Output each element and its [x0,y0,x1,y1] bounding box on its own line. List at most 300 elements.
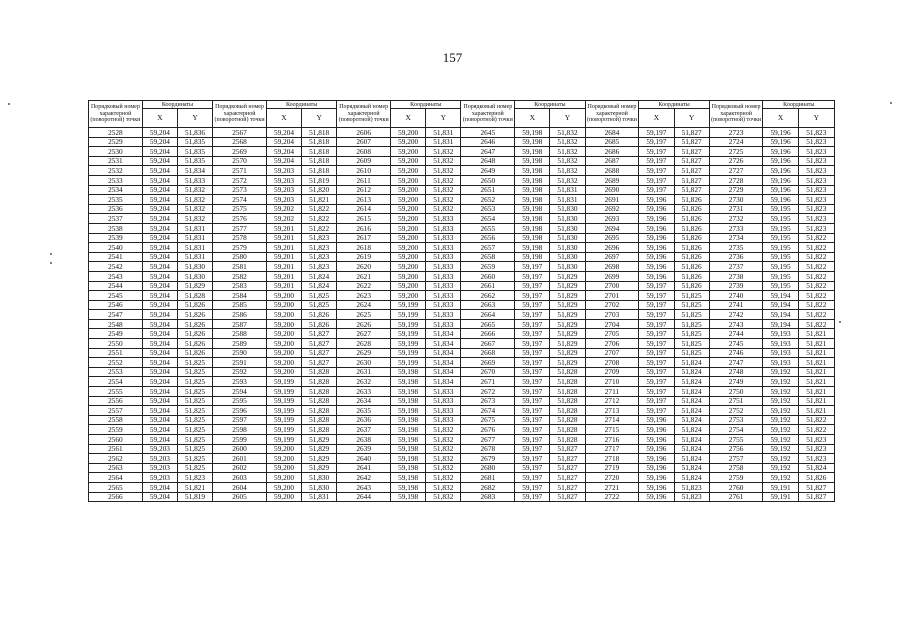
y-coordinate-cell: 51,832 [426,454,461,464]
x-coordinate-cell: 59,200 [266,454,301,464]
point-number-cell: 2625 [337,310,391,320]
y-coordinate-cell: 51,829 [302,454,337,464]
table-row [89,310,835,320]
y-coordinate-cell: 51,824 [674,463,709,473]
y-coordinate-cell: 51,822 [798,291,834,301]
point-number-cell: 2671 [461,377,515,387]
y-coordinate-cell: 51,825 [302,291,337,301]
x-coordinate-cell: 59,204 [142,233,177,243]
y-coordinate-cell: 51,825 [302,300,337,310]
point-number-cell: 2657 [461,243,515,253]
x-coordinate-cell: 59,197 [515,291,550,301]
point-number-cell: 2757 [709,454,763,464]
scan-speck [8,103,10,105]
y-coordinate-cell: 51,825 [177,387,212,397]
x-coordinate-cell: 59,204 [142,262,177,272]
x-coordinate-cell: 59,198 [391,367,426,377]
x-coordinate-cell: 59,195 [763,252,798,262]
point-number-cell: 2698 [585,262,639,272]
y-coordinate-cell: 51,822 [798,415,834,425]
point-number-cell: 2594 [213,387,267,397]
x-coordinate-cell: 59,204 [142,147,177,157]
x-coordinate-cell: 59,204 [142,396,177,406]
y-coordinate-cell: 51,824 [674,406,709,416]
y-coordinate-cell: 51,828 [302,415,337,425]
y-coordinate-cell: 51,833 [426,281,461,291]
x-coordinate-cell: 59,204 [142,185,177,195]
point-number-cell: 2709 [585,367,639,377]
y-coordinate-cell: 51,832 [550,175,585,185]
point-number-cell: 2561 [89,444,143,454]
point-number-cell: 2729 [709,185,763,195]
y-coordinate-cell: 51,823 [798,156,834,166]
point-number-cell: 2615 [337,214,391,224]
point-number-cell: 2549 [89,329,143,339]
x-coordinate-cell: 59,198 [391,425,426,435]
point-number-cell: 2544 [89,281,143,291]
x-coordinate-cell: 59,198 [515,252,550,262]
scan-speck [50,253,52,255]
point-number-cell: 2673 [461,396,515,406]
x-coordinate-cell: 59,196 [639,415,674,425]
point-number-cell: 2694 [585,223,639,233]
y-coordinate-cell: 51,822 [798,319,834,329]
point-number-cell: 2690 [585,185,639,195]
y-coordinate-cell: 51,828 [302,387,337,397]
x-coordinate-cell: 59,196 [639,482,674,492]
point-number-cell: 2609 [337,156,391,166]
x-coordinate-cell: 59,204 [142,319,177,329]
x-coordinate-cell: 59,204 [142,406,177,416]
x-coordinate-cell: 59,197 [639,137,674,147]
y-coordinate-cell: 51,832 [426,425,461,435]
point-number-cell: 2630 [337,358,391,368]
y-coordinate-cell: 51,823 [302,262,337,272]
point-number-cell: 2693 [585,214,639,224]
x-coordinate-cell: 59,197 [515,406,550,416]
coordinates-table [88,100,835,502]
point-number-cell: 2707 [585,348,639,358]
point-number-cell: 2603 [213,473,267,483]
x-coordinate-cell: 59,204 [142,415,177,425]
x-coordinate-cell: 59,197 [515,310,550,320]
x-coordinate-cell: 59,200 [266,339,301,349]
point-number-cell: 2722 [585,492,639,502]
point-number-cell: 2756 [709,444,763,454]
point-number-cell: 2721 [585,482,639,492]
y-coordinate-cell: 51,826 [674,252,709,262]
table-row [89,358,835,368]
y-coordinate-cell: 51,829 [302,435,337,445]
point-number-cell: 2611 [337,175,391,185]
y-coordinate-cell: 51,830 [550,262,585,272]
point-number-cell: 2559 [89,425,143,435]
coordinates-header: Координаты [515,101,585,109]
point-number-cell: 2667 [461,339,515,349]
x-coordinate-cell: 59,197 [639,128,674,138]
point-number-cell: 2711 [585,387,639,397]
x-coordinate-cell: 59,195 [763,214,798,224]
point-number-cell: 2640 [337,454,391,464]
point-number-cell: 2636 [337,415,391,425]
point-number-cell: 2668 [461,348,515,358]
point-number-cell: 2659 [461,262,515,272]
point-number-cell: 2655 [461,223,515,233]
y-coordinate-cell: 51,827 [674,175,709,185]
x-coordinate-cell: 59,194 [763,319,798,329]
point-number-cell: 2545 [89,291,143,301]
y-coordinate-cell: 51,826 [674,195,709,205]
y-coordinate-cell: 51,832 [550,137,585,147]
x-coordinate-cell: 59,197 [515,473,550,483]
point-number-cell: 2705 [585,329,639,339]
coordinates-header: Координаты [391,101,461,109]
y-coordinate-cell: 51,833 [426,415,461,425]
x-coordinate-cell: 59,203 [266,185,301,195]
y-coordinate-cell: 51,823 [798,166,834,176]
point-number-cell: 2567 [213,128,267,138]
table-row [89,128,835,138]
y-coordinate-cell: 51,832 [426,204,461,214]
point-number-cell: 2674 [461,406,515,416]
y-coordinate-cell: 51,824 [302,281,337,291]
y-coordinate-cell: 51,818 [302,137,337,147]
y-coordinate-cell: 51,821 [798,396,834,406]
point-number-cell: 2701 [585,291,639,301]
x-coordinate-cell: 59,204 [142,329,177,339]
y-coordinate-cell: 51,827 [550,444,585,454]
x-coordinate-cell: 59,196 [639,271,674,281]
point-number-cell: 2616 [337,223,391,233]
x-coordinate-cell: 59,197 [515,482,550,492]
y-coordinate-cell: 51,826 [177,329,212,339]
x-coordinate-cell: 59,203 [142,463,177,473]
point-number-cell: 2533 [89,175,143,185]
y-header: Y [426,109,461,128]
point-number-cell: 2573 [213,185,267,195]
x-coordinate-cell: 59,199 [266,425,301,435]
x-coordinate-cell: 59,200 [391,156,426,166]
table-row [89,482,835,492]
y-coordinate-cell: 51,826 [674,262,709,272]
x-coordinate-cell: 59,195 [763,233,798,243]
x-coordinate-cell: 59,196 [763,175,798,185]
y-coordinate-cell: 51,830 [302,482,337,492]
y-coordinate-cell: 51,828 [550,435,585,445]
table-row [89,204,835,214]
point-number-cell: 2534 [89,185,143,195]
x-coordinate-cell: 59,197 [515,415,550,425]
y-coordinate-cell: 51,830 [302,473,337,483]
point-number-cell: 2654 [461,214,515,224]
point-number-cell: 2607 [337,137,391,147]
x-coordinate-cell: 59,198 [391,377,426,387]
x-coordinate-cell: 59,200 [391,281,426,291]
point-number-cell: 2556 [89,396,143,406]
table-row [89,348,835,358]
x-coordinate-cell: 59,204 [142,271,177,281]
point-number-cell: 2637 [337,425,391,435]
x-coordinate-cell: 59,199 [266,406,301,416]
x-coordinate-cell: 59,199 [391,300,426,310]
x-coordinate-cell: 59,204 [142,348,177,358]
x-coordinate-cell: 59,194 [763,300,798,310]
x-coordinate-cell: 59,197 [639,339,674,349]
x-coordinate-cell: 59,196 [639,252,674,262]
y-coordinate-cell: 51,824 [302,271,337,281]
x-coordinate-cell: 59,204 [142,300,177,310]
y-coordinate-cell: 51,825 [674,310,709,320]
x-coordinate-cell: 59,197 [639,367,674,377]
x-coordinate-cell: 59,204 [142,214,177,224]
y-coordinate-cell: 51,822 [302,204,337,214]
x-coordinate-cell: 59,201 [266,262,301,272]
point-number-cell: 2730 [709,195,763,205]
x-coordinate-cell: 59,195 [763,281,798,291]
y-coordinate-cell: 51,824 [674,387,709,397]
point-number-cell: 2613 [337,195,391,205]
x-coordinate-cell: 59,196 [763,147,798,157]
x-coordinate-cell: 59,197 [515,262,550,272]
y-coordinate-cell: 51,830 [550,204,585,214]
table-row [89,137,835,147]
point-number-cell: 2718 [585,454,639,464]
y-coordinate-cell: 51,825 [177,454,212,464]
x-coordinate-cell: 59,193 [763,339,798,349]
point-number-cell: 2566 [89,492,143,502]
y-coordinate-cell: 51,827 [674,156,709,166]
x-coordinate-cell: 59,195 [763,204,798,214]
x-coordinate-cell: 59,197 [515,329,550,339]
point-number-cell: 2691 [585,195,639,205]
y-coordinate-cell: 51,828 [550,425,585,435]
point-number-cell: 2554 [89,377,143,387]
x-coordinate-cell: 59,197 [639,300,674,310]
point-number-cell: 2551 [89,348,143,358]
point-number-cell: 2742 [709,310,763,320]
point-number-cell: 2627 [337,329,391,339]
y-coordinate-cell: 51,823 [798,195,834,205]
y-coordinate-cell: 51,825 [177,367,212,377]
table-row [89,223,835,233]
x-coordinate-cell: 59,191 [763,492,798,502]
point-number-cell: 2651 [461,185,515,195]
point-number-cell: 2532 [89,166,143,176]
table-row [89,339,835,349]
y-coordinate-cell: 51,833 [426,319,461,329]
y-coordinate-cell: 51,832 [426,435,461,445]
x-coordinate-cell: 59,195 [763,223,798,233]
scan-speck [50,262,52,264]
x-coordinate-cell: 59,198 [515,223,550,233]
y-coordinate-cell: 51,829 [550,319,585,329]
point-number-cell: 2572 [213,175,267,185]
point-number-cell: 2737 [709,262,763,272]
x-header: X [639,109,674,128]
y-coordinate-cell: 51,832 [550,166,585,176]
y-coordinate-cell: 51,834 [426,367,461,377]
y-coordinate-cell: 51,826 [798,473,834,483]
point-number-cell: 2688 [585,166,639,176]
point-number-cell: 2576 [213,214,267,224]
table-row [89,233,835,243]
x-coordinate-cell: 59,201 [266,243,301,253]
y-coordinate-cell: 51,832 [426,166,461,176]
point-number-cell: 2727 [709,166,763,176]
point-number-cell: 2720 [585,473,639,483]
point-number-cell: 2604 [213,482,267,492]
x-coordinate-cell: 59,196 [639,223,674,233]
x-coordinate-cell: 59,196 [639,214,674,224]
y-coordinate-cell: 51,821 [798,367,834,377]
point-number-cell: 2685 [585,137,639,147]
x-coordinate-cell: 59,200 [266,319,301,329]
y-coordinate-cell: 51,832 [426,195,461,205]
x-coordinate-cell: 59,199 [266,377,301,387]
y-coordinate-cell: 51,823 [674,492,709,502]
x-coordinate-cell: 59,204 [142,387,177,397]
y-coordinate-cell: 51,830 [550,243,585,253]
x-header: X [266,109,301,128]
x-coordinate-cell: 59,204 [266,156,301,166]
point-number-cell: 2598 [213,425,267,435]
x-coordinate-cell: 59,192 [763,454,798,464]
y-coordinate-cell: 51,834 [177,166,212,176]
point-number-cell: 2631 [337,367,391,377]
y-coordinate-cell: 51,826 [177,319,212,329]
x-coordinate-cell: 59,196 [639,195,674,205]
x-coordinate-cell: 59,199 [391,358,426,368]
point-number-cell: 2610 [337,166,391,176]
x-coordinate-cell: 59,199 [266,396,301,406]
point-number-cell: 2593 [213,377,267,387]
x-coordinate-cell: 59,196 [763,156,798,166]
y-coordinate-cell: 51,823 [177,473,212,483]
y-coordinate-cell: 51,828 [550,387,585,397]
y-coordinate-cell: 51,827 [798,492,834,502]
x-coordinate-cell: 59,197 [515,358,550,368]
x-coordinate-cell: 59,204 [142,281,177,291]
point-number-cell: 2750 [709,387,763,397]
y-coordinate-cell: 51,827 [674,166,709,176]
y-coordinate-cell: 51,832 [426,444,461,454]
x-coordinate-cell: 59,199 [391,339,426,349]
point-number-cell: 2582 [213,271,267,281]
y-coordinate-cell: 51,823 [798,223,834,233]
y-coordinate-cell: 51,825 [177,377,212,387]
point-number-cell: 2726 [709,156,763,166]
point-number-cell: 2736 [709,252,763,262]
y-coordinate-cell: 51,833 [426,233,461,243]
y-coordinate-cell: 51,832 [177,195,212,205]
point-number-cell: 2596 [213,406,267,416]
y-coordinate-cell: 51,821 [177,482,212,492]
point-number-cell: 2529 [89,137,143,147]
y-coordinate-cell: 51,820 [302,185,337,195]
y-coordinate-cell: 51,831 [426,137,461,147]
x-coordinate-cell: 59,197 [515,377,550,387]
table-row [89,473,835,483]
point-number-header: Порядковый номер характерной (поворотной) точки [709,101,763,128]
point-number-cell: 2579 [213,243,267,253]
y-coordinate-cell: 51,825 [177,358,212,368]
y-coordinate-cell: 51,823 [302,233,337,243]
point-number-cell: 2760 [709,482,763,492]
x-coordinate-cell: 59,204 [142,492,177,502]
y-coordinate-cell: 51,825 [177,406,212,416]
x-coordinate-cell: 59,197 [639,329,674,339]
x-coordinate-cell: 59,200 [391,223,426,233]
y-coordinate-cell: 51,821 [798,358,834,368]
point-number-cell: 2565 [89,482,143,492]
x-coordinate-cell: 59,197 [639,377,674,387]
point-number-cell: 2658 [461,252,515,262]
y-coordinate-cell: 51,823 [302,252,337,262]
x-coordinate-cell: 59,197 [515,492,550,502]
x-coordinate-cell: 59,197 [515,339,550,349]
x-coordinate-cell: 59,203 [266,166,301,176]
y-coordinate-cell: 51,828 [550,415,585,425]
x-coordinate-cell: 59,200 [391,204,426,214]
x-coordinate-cell: 59,197 [639,358,674,368]
point-number-header: Порядковый номер характерной (поворотной) точки [585,101,639,128]
point-number-cell: 2528 [89,128,143,138]
y-coordinate-cell: 51,824 [674,473,709,483]
point-number-cell: 2695 [585,233,639,243]
point-number-cell: 2590 [213,348,267,358]
point-number-cell: 2574 [213,195,267,205]
x-coordinate-cell: 59,200 [391,166,426,176]
point-number-cell: 2530 [89,147,143,157]
table-row [89,415,835,425]
y-coordinate-cell: 51,834 [426,339,461,349]
point-number-cell: 2539 [89,233,143,243]
x-coordinate-cell: 59,197 [515,425,550,435]
point-number-cell: 2639 [337,444,391,454]
x-header: X [142,109,177,128]
point-number-cell: 2542 [89,262,143,272]
scan-speck [890,102,892,104]
y-coordinate-cell: 51,818 [302,156,337,166]
x-coordinate-cell: 59,198 [391,473,426,483]
x-coordinate-cell: 59,192 [763,387,798,397]
y-coordinate-cell: 51,818 [302,128,337,138]
point-number-cell: 2632 [337,377,391,387]
y-coordinate-cell: 51,822 [798,281,834,291]
point-number-cell: 2602 [213,463,267,473]
y-coordinate-cell: 51,830 [177,262,212,272]
x-coordinate-cell: 59,200 [391,271,426,281]
y-coordinate-cell: 51,829 [550,310,585,320]
point-number-cell: 2628 [337,339,391,349]
y-coordinate-cell: 51,831 [177,223,212,233]
y-coordinate-cell: 51,833 [426,387,461,397]
x-coordinate-cell: 59,204 [142,195,177,205]
y-coordinate-cell: 51,825 [674,339,709,349]
point-number-cell: 2702 [585,300,639,310]
point-number-cell: 2717 [585,444,639,454]
x-coordinate-cell: 59,200 [266,367,301,377]
y-coordinate-cell: 51,825 [177,425,212,435]
y-coordinate-cell: 51,836 [177,128,212,138]
x-coordinate-cell: 59,193 [763,358,798,368]
point-number-cell: 2612 [337,185,391,195]
point-number-cell: 2620 [337,262,391,272]
table-row [89,367,835,377]
x-coordinate-cell: 59,200 [391,252,426,262]
x-coordinate-cell: 59,200 [391,128,426,138]
y-coordinate-cell: 51,832 [426,492,461,502]
